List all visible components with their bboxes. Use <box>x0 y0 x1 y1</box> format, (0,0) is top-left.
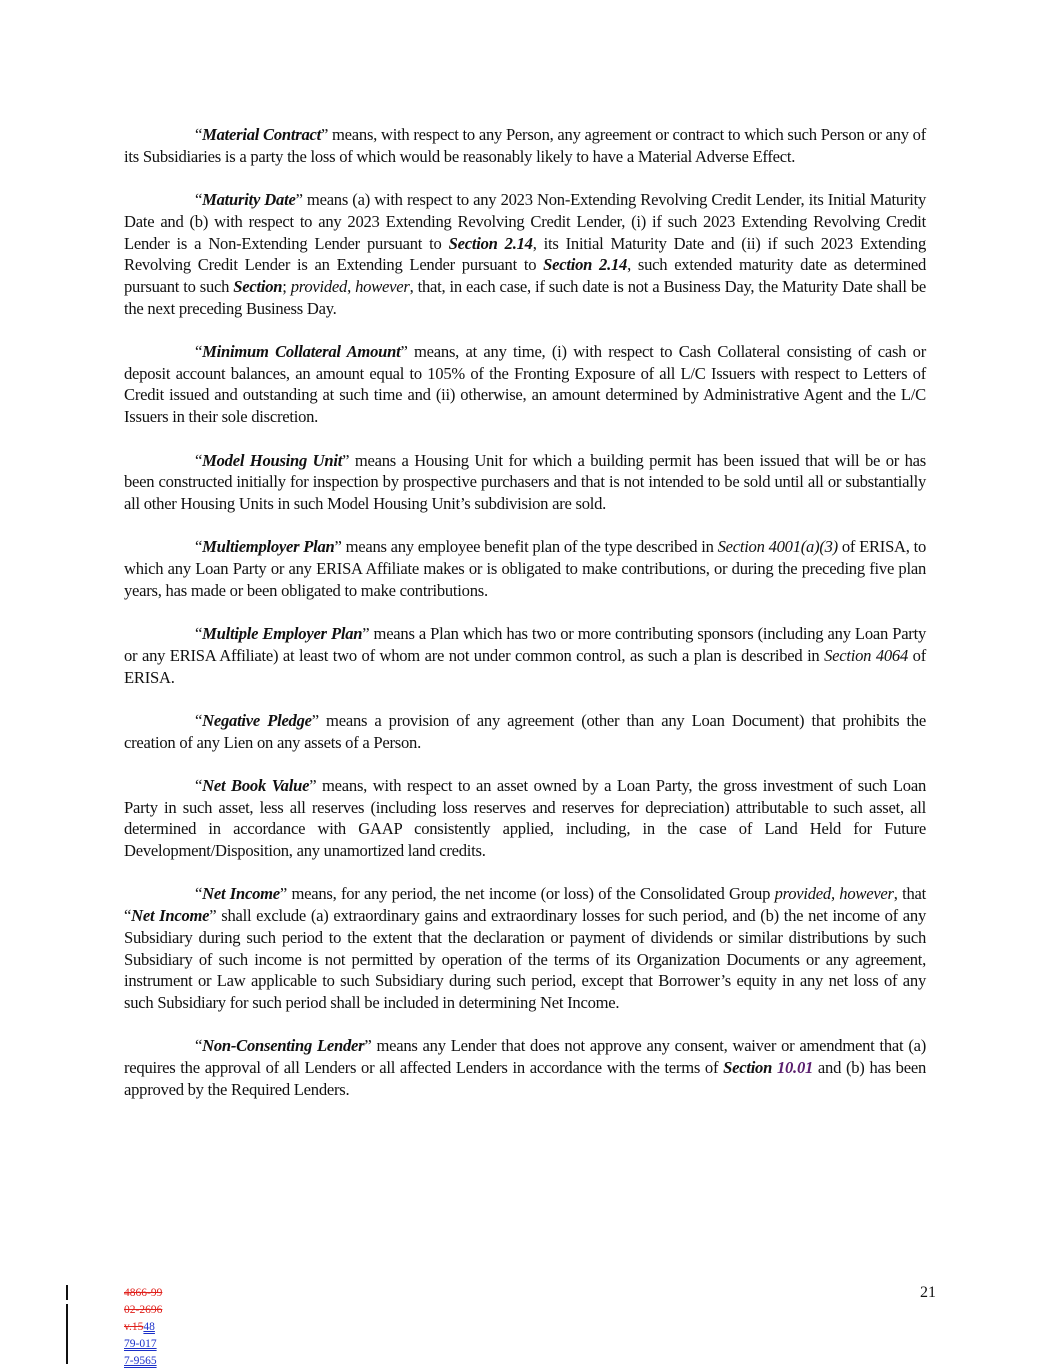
defined-term: Minimum Collateral Amount <box>202 342 401 361</box>
definition-text: , that “ <box>124 884 926 926</box>
definition-text: ” means (a) with respect to any 2023 Non-Extending Revolving Credit Lender, its Initial Maturity Date and (b) with respect to any 2023 Extending Revolving Credit Lender, (i) if such 2023 Extending Revolving Credit Lender is a Non-Extending Lender pursuant to <box>124 190 926 253</box>
inserted-doc-id: 7-9565 <box>124 1355 157 1367</box>
definition-multiemployer-plan <box>124 536 926 601</box>
definition-text: , that, in each case, if such date is not a Business Day, the Maturity Date shall be the next preceding Business Day. <box>124 276 926 318</box>
document-id-redline <box>124 1285 162 1370</box>
definition-text: ” means a Housing Unit for which a building permit has been issued that will be or has been constructed initially for inspection by prospective purchasers and that is not intended to be sold until all or substantially all other Housing Units in such Model Housing Unit’s subdivision are sold. <box>124 450 926 513</box>
definition-net-income <box>124 883 926 1013</box>
defined-term: Multiemployer Plan <box>202 537 335 557</box>
page-number: 21 <box>920 1284 936 1301</box>
definition-text: ” means a Plan which has two or more contributing sponsors (including any Loan Party or any ERISA Affiliate) at least two of whom are not under common control, as such a plan is described in <box>124 624 926 665</box>
italic-text: provided, however <box>774 884 894 904</box>
definition-multiple-employer-plan <box>124 623 926 688</box>
italic-section-reference: Section 4064 <box>824 645 909 665</box>
open-quote: “ <box>195 190 203 210</box>
defined-term: Non-Consenting Lender <box>202 1036 365 1056</box>
italic-text: however <box>355 276 410 296</box>
definition-material-contract <box>124 124 926 167</box>
definition-text: , its Initial Maturity Date and (ii) if such 2023 Extending Revolving Credit Lender is an Extending Lender pursuant to <box>124 233 926 275</box>
inserted-doc-id: 79-017 <box>124 1338 157 1350</box>
definition-text: ” means, with respect to an asset owned by a Loan Party, the gross investment of such Loan Party in such asset, less all reserves (including loss reserves and reserves for depreciation) attributable to such asset, all determined in accordance with GAAP consistently applied, including, in the case of Land Held for Future Development/Disposition, any unamortized land credits. <box>124 775 926 861</box>
definition-net-book-value <box>124 775 926 862</box>
section-reference: Section 2.14 <box>448 233 533 253</box>
open-quote: “ <box>195 884 203 904</box>
defined-term: Multiple Employer Plan <box>202 624 363 644</box>
open-quote: “ <box>195 450 203 470</box>
deleted-doc-id: 02-2696 <box>124 1304 163 1316</box>
definition-text: ” means, at any time, (i) with respect to Cash Collateral consisting of cash or deposit account balances, an amount equal to 105% of the Fronting Exposure of all L/C Issuers with respect to Letters of Credit issued and outstanding at such time and (ii) otherwise, an amount determined by Administrative Agent and the L/C Issuers in their sole discretion. <box>124 342 926 427</box>
change-bar <box>66 1285 68 1300</box>
definition-text: ; <box>282 276 291 296</box>
definition-text: ” means, for any period, the net income (or loss) of the Consolidated Group <box>279 884 775 904</box>
definition-text: ” means a provision of any agreement (other than any Loan Document) that prohibits the creation of any Lien on any assets of a Person. <box>124 710 926 752</box>
definition-text: , such extended maturity date as determined pursuant to such <box>124 255 926 296</box>
section-cross-reference-link[interactable]: 10.01 <box>776 1058 814 1078</box>
definition-negative-pledge <box>124 710 926 753</box>
definition-minimum-collateral-amount <box>124 341 926 428</box>
italic-text: provided <box>290 276 348 296</box>
deleted-doc-id: 4866-99 <box>124 1287 163 1299</box>
defined-term: Net Income <box>202 884 280 904</box>
definition-text: and (b) has been approved by the Required Lenders. <box>124 1058 926 1099</box>
defined-term: Negative Pledge <box>202 710 312 730</box>
section-reference: Section <box>233 276 283 296</box>
change-bar <box>66 1304 68 1364</box>
definition-text: ” means any Lender that does not approve any consent, waiver or amendment that (a) requires the approval of all Lenders or all affected Lenders in accordance with the terms of <box>124 1036 926 1078</box>
definition-text: of ERISA, to which any Loan Party or any ERISA Affiliate makes or is obligated to make contributions, or during the preceding five plan years, has made or been obligated to make contributions. <box>124 537 927 600</box>
open-quote: “ <box>195 624 203 644</box>
definition-text: of ERISA. <box>124 645 926 687</box>
definition-text: ” means any employee benefit plan of the type described in <box>334 537 718 557</box>
italic-section-reference: Section 4001(a)(3) <box>717 537 838 557</box>
defined-term: Material Contract <box>202 125 321 144</box>
open-quote: “ <box>195 125 203 144</box>
open-quote: “ <box>195 1036 203 1056</box>
section-reference: Section 2.14 <box>543 255 628 275</box>
definition-non-consenting-lender <box>124 1035 926 1100</box>
definition-text: ” means, with respect to any Person, any agreement or contract to which such Person or any of its Subsidiaries is a party the loss of which would be reasonably likely to have a Material Adverse Effect. <box>124 125 926 166</box>
open-quote: “ <box>195 342 203 361</box>
defined-term-reference: Net Income <box>131 906 210 926</box>
open-quote: “ <box>195 537 203 557</box>
open-quote: “ <box>195 775 203 795</box>
definition-maturity-date <box>124 189 926 319</box>
defined-term: Maturity Date <box>202 190 296 210</box>
defined-term: Net Book Value <box>202 775 310 795</box>
deleted-doc-id: v.15 <box>124 1321 144 1333</box>
open-quote: “ <box>195 710 203 730</box>
inserted-doc-id: 48 <box>143 1321 155 1333</box>
definition-text: , <box>347 276 356 296</box>
document-body <box>124 124 926 1122</box>
definition-text: ” shall exclude (a) extraordinary gains and extraordinary losses for such period, and (b) the net income of any Subsidiary during such period to the extent that the declaration or payment of dividends or similar distributions by such Subsidiary of such income is not permitted by operation of the terms of its Organization Documents or any agreement, instrument or Law applicable to such Subsidiary during such period, except that Borrower’s equity in any net loss of any such Subsidiary for such period shall be included in determining Net Income. <box>124 906 926 1012</box>
section-reference: Section <box>723 1058 777 1078</box>
definition-model-housing-unit <box>124 450 926 515</box>
defined-term: Model Housing Unit <box>202 450 343 470</box>
